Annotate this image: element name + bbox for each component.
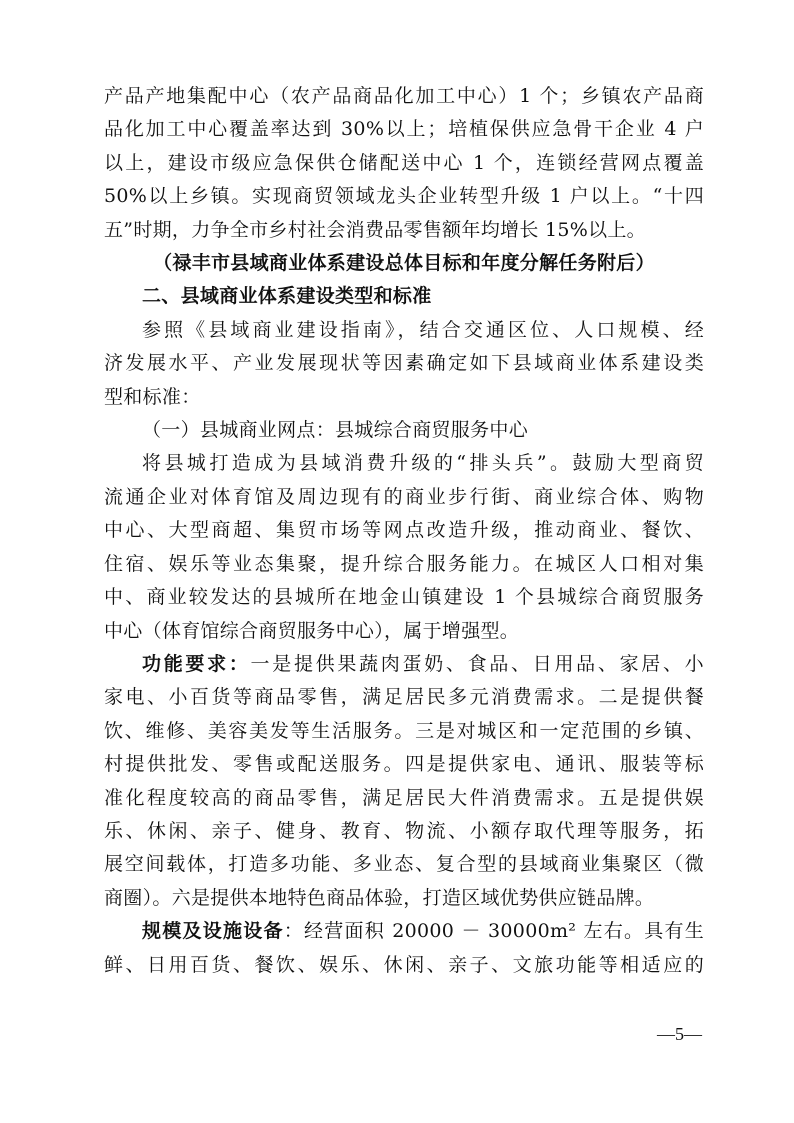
text-line: 住宿、娱乐等业态集聚，提升综合服务能力。在城区人口相对集 [104,552,704,575]
text-line: 饮、维修、美容美发等生活服务。三是对城区和一定范围的乡镇、 [104,719,704,742]
text-line: 流通企业对体育馆及周边现有的商业步行街、商业综合体、购物 [104,485,704,508]
text-line: 中、商业较发达的县城所在地金山镇建设 1 个县城综合商贸服务 [104,586,704,609]
text-line: 型和标准： [104,385,201,408]
text-line: 将县城打造成为县域消费升级的“排头兵”。鼓励大型商贸 [142,452,704,475]
text-line: 50%以上乡镇。实现商贸领域龙头企业转型升级 1 户以上。“十四 [104,185,704,208]
text-span: 一是提供果蔬肉蛋奶、食品、日用品、家居、小 [250,652,704,675]
text-line [104,915,704,948]
text-span: ：经营面积 20000 － 30000m² 左右。具有生 [283,920,705,943]
scale-label: 规模及设施设备 [142,920,284,943]
text-line: 乐、休闲、亲子、健身、教育、物流、小额存取代理等服务，拓 [104,819,704,842]
text-line: 展空间载体，打造多功能、多业态、复合型的县域商业集聚区（微 [104,853,704,876]
text-line: 济发展水平、产业发展现状等因素确定如下县域商业体系建设类 [104,352,704,375]
subheading: （一）县城商业网点：县城综合商贸服务中心 [142,419,529,442]
text-line [104,648,704,681]
section-heading: 二、县域商业体系建设类型和标准 [142,285,432,308]
text-line: 中心、大型商超、集贸市场等网点改造升级，推动商业、餐饮、 [104,519,704,542]
paragraph-function-requirements [104,648,704,915]
paragraph-reference [104,314,704,414]
text-line: 五”时期，力争全市乡村社会消费品零售额年均增长 15%以上。 [104,218,646,241]
text-line: 参照《县域商业建设指南》，结合交通区位、人口规模、经 [142,318,704,341]
text-line: 以上，建设市级应急保供仓储配送中心 1 个，连锁经营网点覆盖 [104,151,704,174]
attachment-note: （禄丰市县域商业体系建设总体目标和年度分解任务附后） [153,252,655,275]
text-line: 商圈）。六是提供本地特色商品体验，打造区域优势供应链品牌。 [104,886,655,909]
text-line: 品化加工中心覆盖率达到 30%以上；培植保供应急骨干企业 4 户 [104,118,704,141]
text-line: 村提供批发、零售或配送服务。四是提供家电、通讯、服装等标 [104,753,704,776]
text-line: 准化程度较高的商品零售，满足居民大件消费需求。五是提供娱 [104,786,704,809]
text-line: 产品产地集配中心（农产品商品化加工中心）1 个；乡镇农产品商 [104,85,704,107]
body-text [104,80,704,982]
text-line: 鲜、日用百货、餐饮、娱乐、休闲、亲子、文旅功能等相适应的 [104,953,704,976]
page-number: —5— [657,1024,702,1044]
paragraph-targets [104,80,704,247]
text-line: 中心（体育馆综合商贸服务中心），属于增强型。 [104,619,520,642]
text-line: 家电、小百货等商品零售，满足居民多元消费需求。二是提供餐 [104,686,704,709]
paragraph-county-center [104,447,704,647]
paragraph-scale-facilities [104,915,704,982]
function-label: 功能要求： [142,652,251,675]
